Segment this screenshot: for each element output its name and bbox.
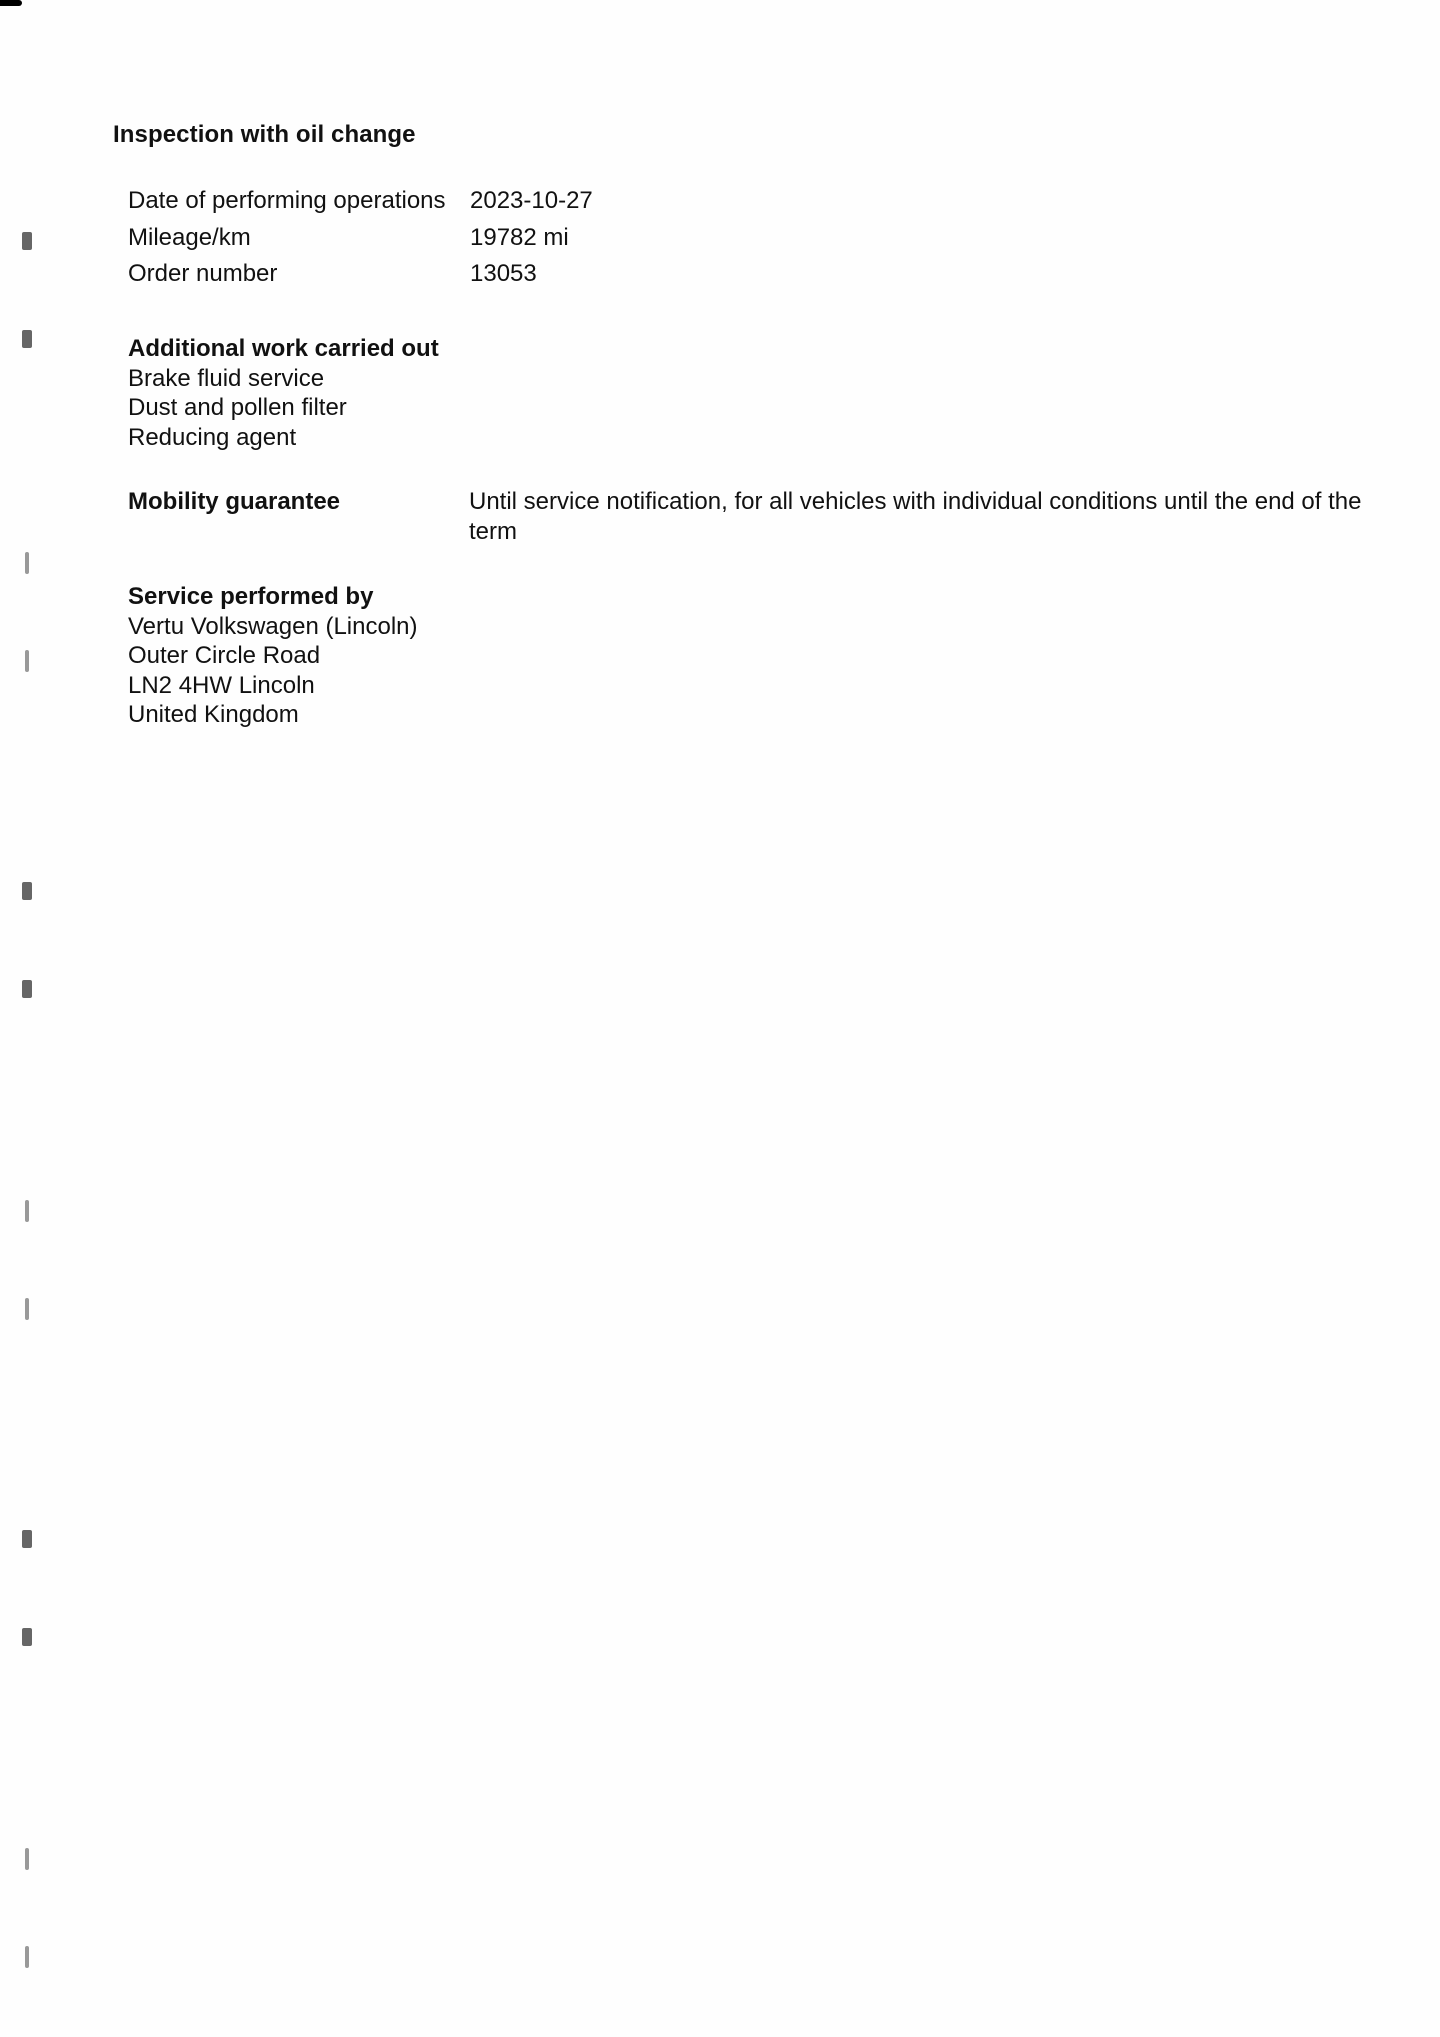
detail-label: Order number [128,260,278,287]
scan-margin-mark [25,1200,29,1222]
detail-value: 13053 [470,260,537,287]
scan-margin-mark [22,1628,32,1646]
address-line: LN2 4HW Lincoln [128,671,315,699]
work-item: Dust and pollen filter [128,394,347,421]
detail-label: Date of performing operations [128,187,446,214]
address-line: United Kingdom [128,701,299,728]
scan-margin-mark [22,232,32,250]
detail-label: Mileage/km [128,224,251,251]
scan-corner-mark [0,0,22,6]
address-line: Outer Circle Road [128,642,321,669]
detail-value: 2023-10-27 [470,187,593,214]
additional-work-heading: Additional work carried out [128,335,439,362]
detail-row-date [128,186,593,216]
scan-margin-mark [22,330,32,348]
scan-margin-mark [25,1946,29,1968]
work-item: Reducing agent [128,423,297,451]
scan-margin-mark [25,1298,29,1320]
scan-margin-mark [25,650,29,672]
detail-row-mileage [128,223,569,253]
scan-margin-mark [25,552,29,574]
document-title: Inspection with oil change [113,121,416,148]
detail-value: 19782 mi [470,224,569,251]
scan-margin-mark [22,882,32,900]
additional-work-section [128,334,439,452]
mobility-guarantee-value: Until service notification, for all vehicles with individual conditions until the end of the term [469,488,1362,545]
scan-margin-mark [22,980,32,998]
mobility-guarantee-label: Mobility guarantee [128,488,341,515]
detail-row-order-number [128,259,537,289]
scan-margin-mark [22,1530,32,1548]
service-provider-heading: Service performed by [128,583,374,610]
address-line: Vertu Volkswagen (Lincoln) [128,612,418,640]
work-item: Brake fluid service [128,364,325,392]
service-provider-section [128,582,418,730]
scan-margin-mark [25,1848,29,1870]
